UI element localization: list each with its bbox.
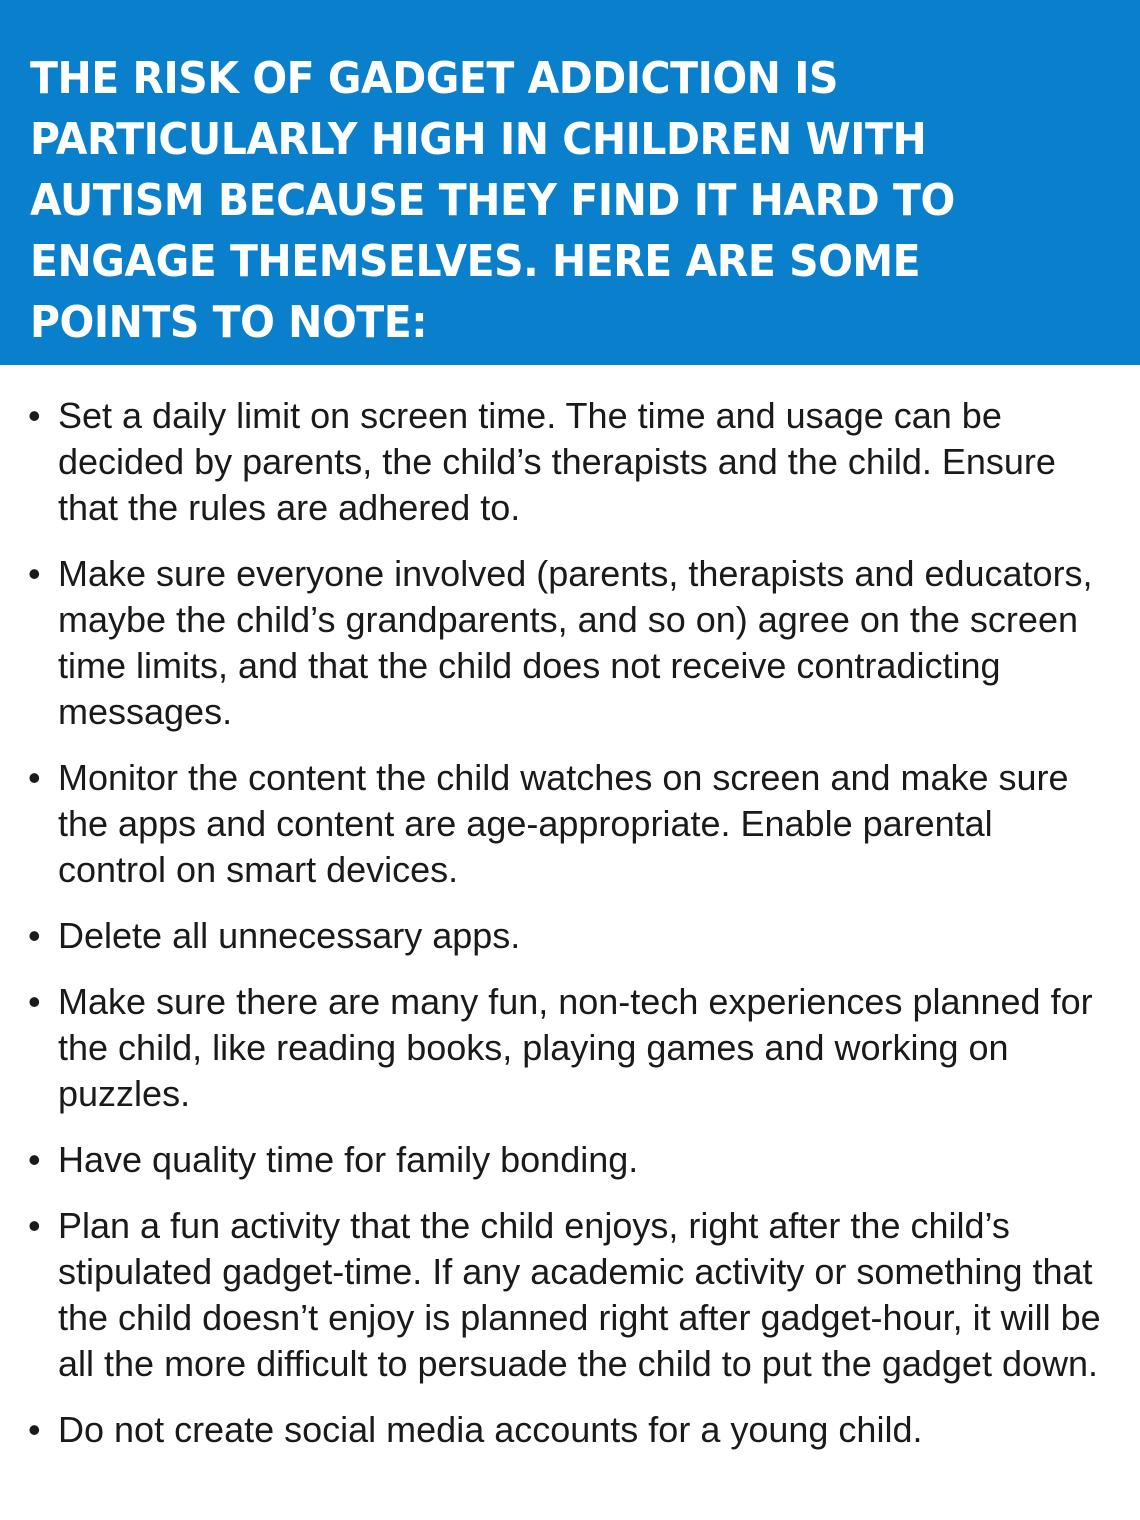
list-item (0, 1137, 1140, 1183)
list-item (0, 551, 1140, 735)
bullet-icon: • (28, 981, 41, 1022)
bullet-icon: • (28, 1139, 41, 1180)
header-banner (0, 0, 1140, 365)
list-item (0, 393, 1140, 531)
bullet-icon: • (28, 915, 41, 956)
list-item (0, 1407, 1140, 1453)
page-title: THE RISK OF GADGET ADDICTION IS PARTICULARLY HIGH IN CHILDREN WITH AUTISM BECAUSE THEY FIND IT HARD TO ENGAGE THEMSELVES. HERE ARE SOME POINTS TO NOTE: (30, 53, 955, 348)
bullet-icon: • (28, 395, 41, 436)
list-item (0, 979, 1140, 1117)
bullet-icon: • (28, 1205, 41, 1246)
list-item-text: Set a daily limit on screen time. The time and usage can be decided by parents, the child’s therapists and the child. Ensure that the rules are adhered to. (58, 395, 1056, 528)
list-item-text: Make sure everyone involved (parents, therapists and educators, maybe the child’s grandparents, and so on) agree on the screen time limits, and that the child does not receive contradicting messages. (58, 553, 1093, 732)
list-item-text: Delete all unnecessary apps. (58, 915, 521, 956)
bullet-icon: • (28, 757, 41, 798)
list-item (0, 913, 1140, 959)
bullet-icon: • (28, 1409, 41, 1450)
bullet-icon: • (28, 553, 41, 594)
tips-list (0, 393, 1140, 1473)
list-item (0, 1203, 1140, 1387)
list-item (0, 755, 1140, 893)
list-item-text: Make sure there are many fun, non-tech experiences planned for the child, like reading books, playing games and working on puzzles. (58, 981, 1093, 1114)
list-item-text: Have quality time for family bonding. (58, 1139, 639, 1180)
list-item-text: Monitor the content the child watches on screen and make sure the apps and content are age-appropriate. Enable parental control on smart devices. (58, 757, 1069, 890)
list-item-text: Do not create social media accounts for a young child. (58, 1409, 923, 1450)
list-item-text: Plan a fun activity that the child enjoys, right after the child’s stipulated gadget-time. If any academic activity or something that the child doesn’t enjoy is planned right after gadget-hour, it will be all the more difficult to persuade the child to put the gadget down. (58, 1205, 1101, 1384)
